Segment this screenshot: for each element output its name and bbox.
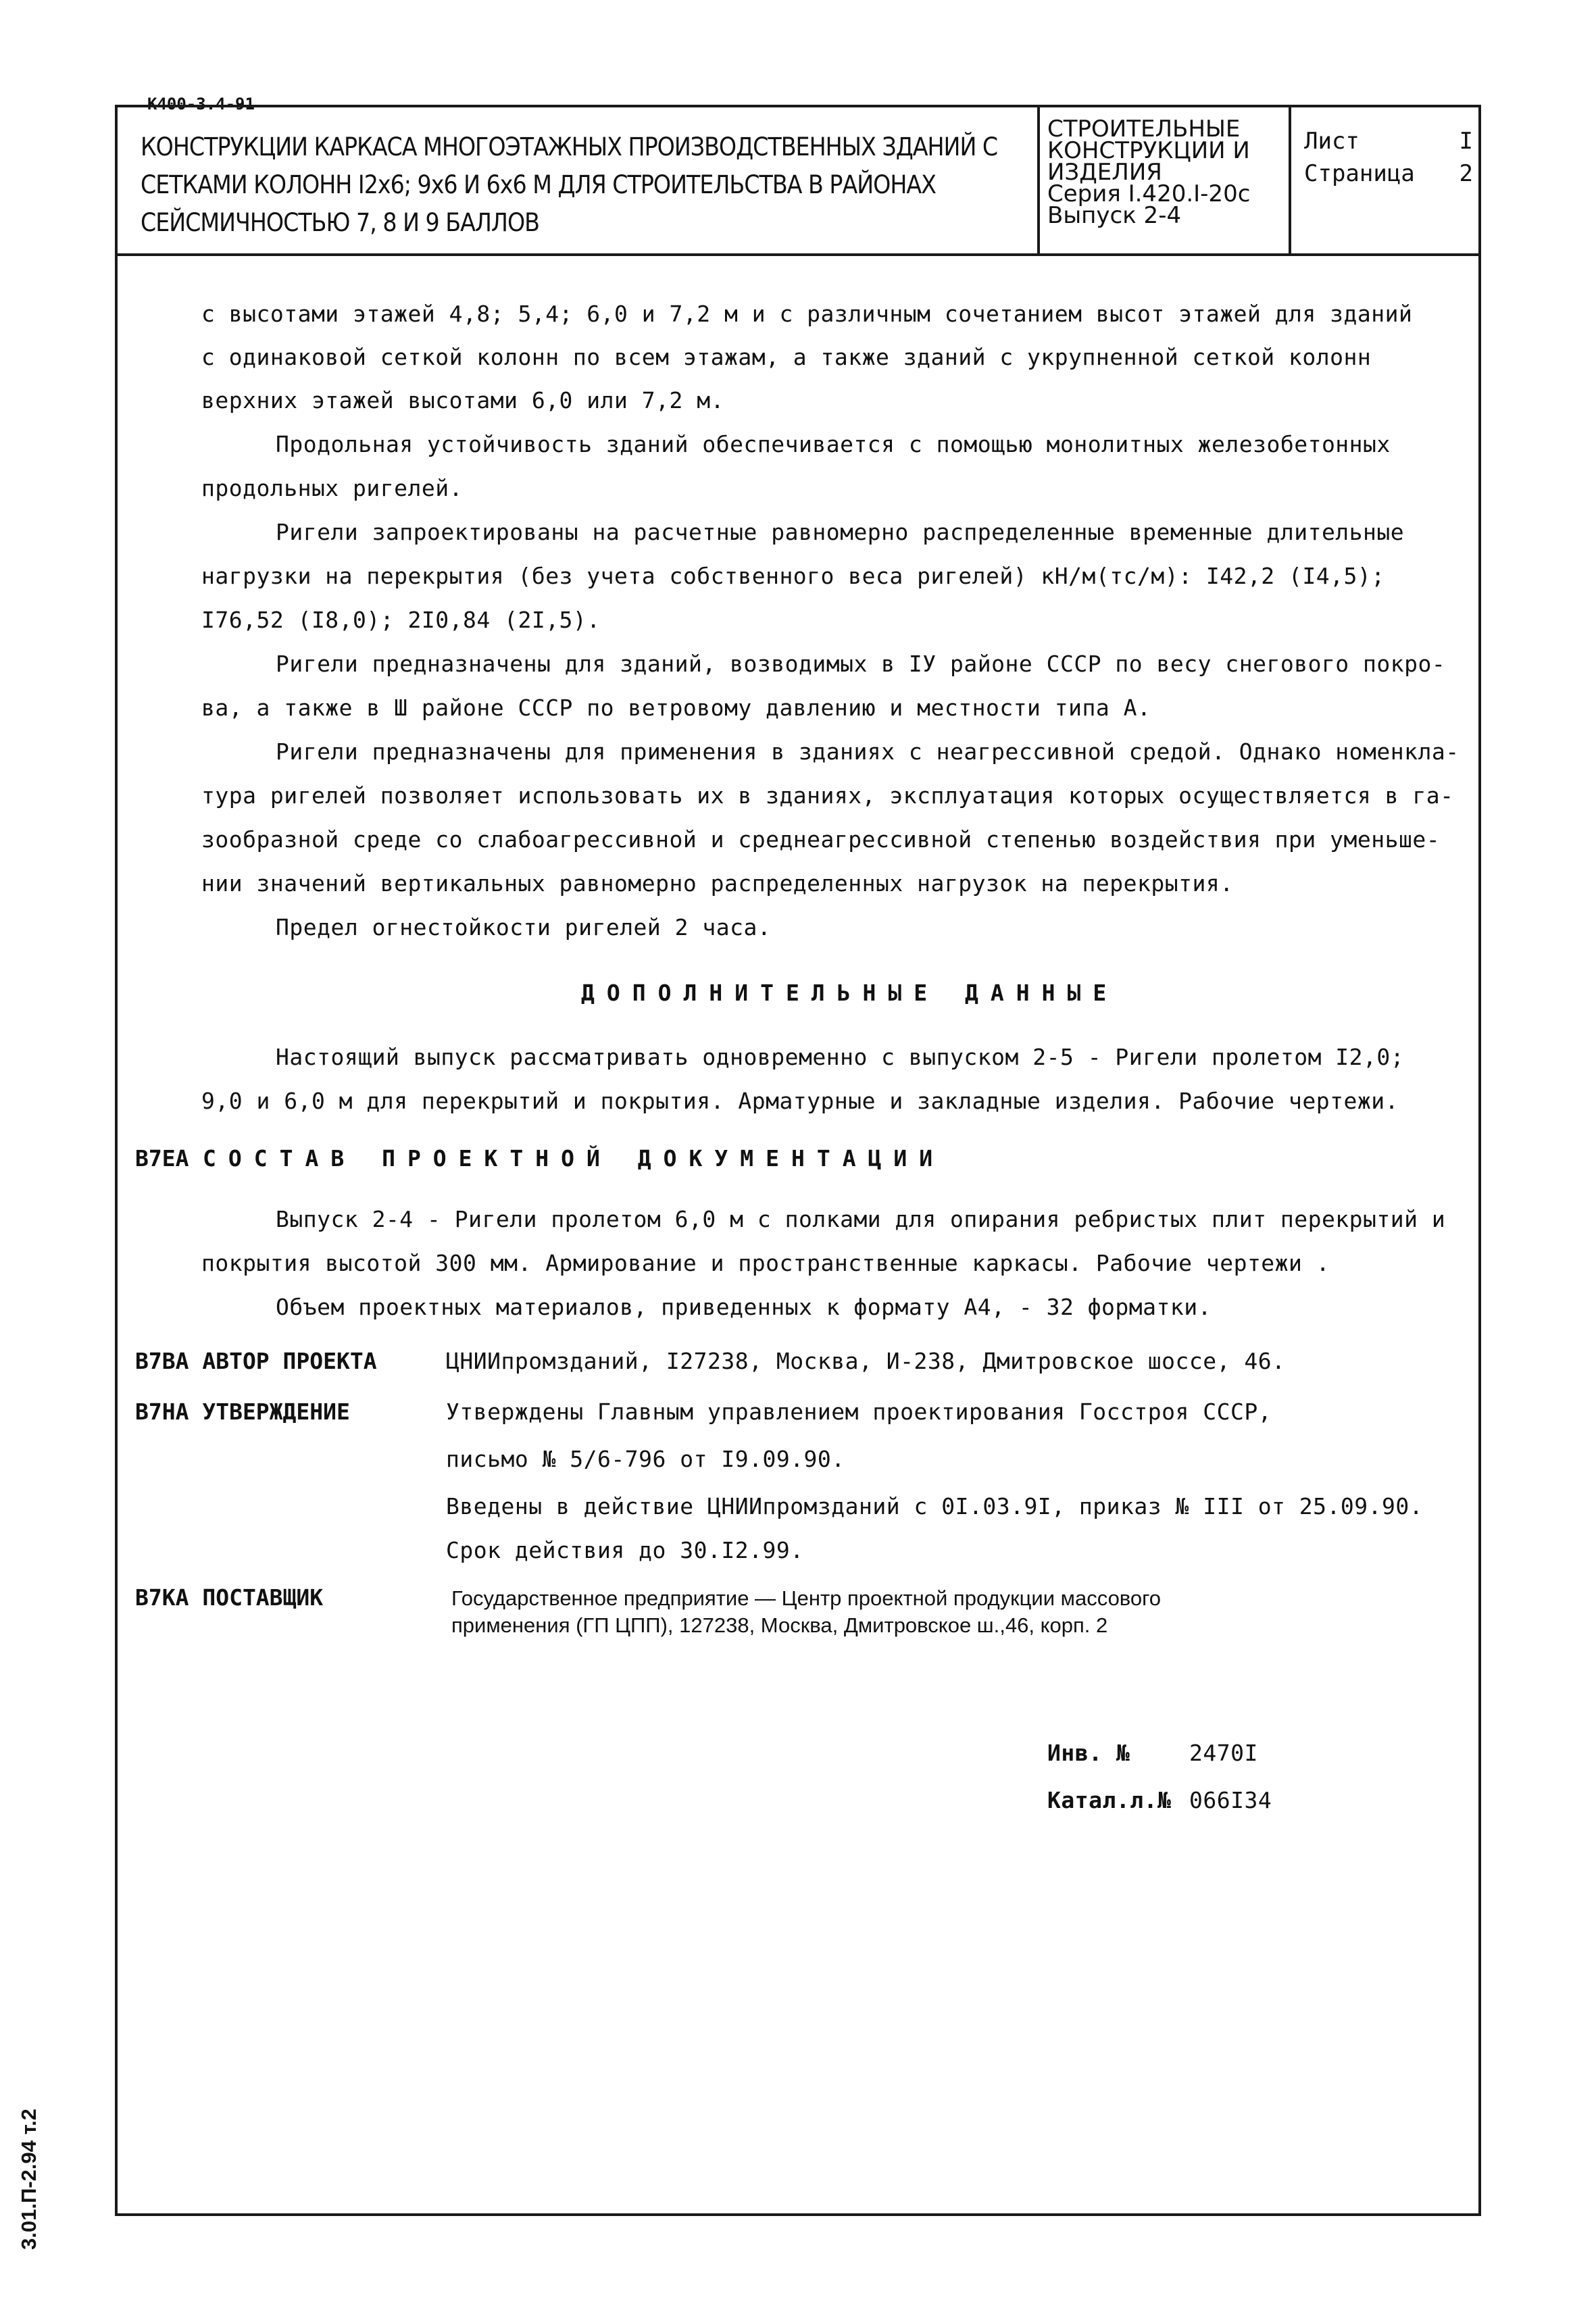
inventory-label: Инв. № (1047, 1740, 1130, 1766)
body-line: нагрузки на перекрытия (без учета собственного веса ригелей) кН/м(тс/м): I42,2 (I4,5); (201, 563, 1385, 589)
series-line: Серия I.420.I-20с (1047, 180, 1251, 207)
body-line: Продольная устойчивость зданий обеспечивается с помощью монолитных железобетонных (276, 431, 1391, 457)
inventory-value: 2470I (1189, 1740, 1258, 1766)
composition-heading: СОСТАВ ПРОЕКТНОЙ ДОКУМЕНТАЦИИ (203, 1145, 945, 1172)
extra-data-line: 9,0 и 6,0 м для перекрытий и покрытия. Арматурные и закладные изделия. Рабочие чертежи. (201, 1088, 1399, 1114)
header-series-block (1047, 116, 1287, 229)
header-col-divider-2 (1289, 105, 1291, 255)
body-line: верхних этажей высотами 6,0 или 7,2 м. (201, 387, 724, 413)
header-sheet-block (1304, 125, 1473, 190)
extra-data-heading: ДОПОЛНИТЕЛЬНЫЕ ДАННЫЕ (581, 980, 1119, 1006)
extra-data-line: Настоящий выпуск расcматривать одновременно с выпуском 2-5 - Ригели пролетом I2,0; (276, 1044, 1405, 1070)
body-line: ва, а также в Ш районе СССР по ветровому давлению и местности типа А. (201, 695, 1151, 721)
header-title-line: КОНСТРУКЦИИ КАРКАСА МНОГОЭТАЖНЫХ ПРОИЗВОДСТВЕННЫХ ЗДАНИЙ С (141, 132, 998, 161)
body-line: Ригели предназначены для применения в зданиях с неагрессивной средой. Однако номенкла- (276, 738, 1460, 765)
body-line: Предел огнестойкости ригелей 2 часа. (276, 914, 772, 940)
side-code: 3.01.П-2.94 т.2 (17, 2109, 41, 2250)
header-divider (115, 253, 1481, 256)
sheet-label: Лист (1304, 128, 1360, 155)
page-label: Страница (1304, 160, 1415, 187)
catalog-value: 066I34 (1189, 1787, 1272, 1813)
catalog-label: Катал.л.№ (1047, 1787, 1172, 1813)
header-col-divider-1 (1037, 105, 1040, 255)
approval-label: В7НА УТВЕРЖДЕНИЕ (135, 1399, 350, 1425)
category-line: КОНСТРУКЦИИ И (1047, 137, 1250, 164)
composition-line: покрытия высотой 300 мм. Армирование и пространственные каркасы. Рабочие чертежи . (201, 1250, 1330, 1276)
issue-line: Выпуск 2-4 (1047, 202, 1182, 229)
approval-line: письмо № 5/6-796 от I9.09.90. (446, 1446, 845, 1472)
composition-line: Объем проектных материалов, приведенных к формату А4, - 32 форматки. (276, 1294, 1212, 1320)
page-value: 2 (1459, 160, 1473, 187)
category-line: ИЗДЕЛИЯ (1047, 159, 1162, 186)
body-line: I76,52 (I8,0); 2I0,84 (2I,5). (201, 607, 601, 633)
composition-line: Выпуск 2-4 - Ригели пролетом 6,0 м с полками для опирания ребристых плит перекрытий и (276, 1206, 1446, 1232)
approval-line: Введены в действие ЦНИИпромзданий с 0I.03.9I, приказ № III от 25.09.90. (446, 1493, 1424, 1519)
author-value: ЦНИИпромзданий, I27238, Москва, И-238, Дмитровское шоссе, 46. (446, 1348, 1286, 1374)
header-title-line: СЕТКАМИ КОЛОНН I2х6; 9х6 И 6х6 М ДЛЯ СТРОИТЕЛЬСТВА В РАЙОНАХ (141, 170, 936, 199)
header-title-line: СЕЙСМИЧНОСТЬЮ 7, 8 И 9 БАЛЛОВ (141, 208, 539, 237)
supplier-label: В7КА ПОСТАВЩИК (135, 1584, 324, 1611)
body-line: зообразной среде со слабоагрессивной и среднеагрессивной степенью воздействия при уменьше- (201, 826, 1441, 853)
body-line: продольных ригелей. (201, 475, 463, 501)
supplier-line: Государственное предприятие — Центр проектной продукции массового (451, 1586, 1162, 1610)
supplier-line: применения (ГП ЦПП), 127238, Москва, Дмитровское ш.,46, корп. 2 (451, 1613, 1108, 1637)
approval-line: Утверждены Главным управлением проектирования Госстроя СССР, (446, 1399, 1272, 1425)
body-line: тура ригелей позволяет использовать их в зданиях, эксплуатация которых осуществляется в га- (201, 782, 1454, 809)
author-label: В7ВА АВТОР ПРОЕКТА (135, 1348, 377, 1374)
body-line: с одинаковой сеткой колонн по всем этажам, а также зданий с укрупненной сеткой колонн (201, 344, 1372, 370)
header-title (141, 128, 1032, 242)
body-line: Ригели запроектированы на расчетные равномерно распределенные временные длительные (276, 519, 1405, 545)
approval-line: Срок действия до 30.I2.99. (446, 1537, 804, 1563)
category-line: СТРОИТЕЛЬНЫЕ (1047, 116, 1241, 143)
composition-code: В7ЕА (135, 1145, 189, 1172)
document-code: К400-3.4-91 (147, 95, 255, 114)
body-line: Ригели предназначены для зданий, возводимых в IУ районе СССР по весу снегового покро- (276, 651, 1446, 677)
body-line: нии значений вертикальных равномерно распределенных нагрузок на перекрытия. (201, 870, 1234, 897)
sheet-value: I (1459, 128, 1473, 155)
body-line: с высотами этажей 4,8; 5,4; 6,0 и 7,2 м и с различным сочетанием высот этажей для зданий (201, 301, 1413, 327)
